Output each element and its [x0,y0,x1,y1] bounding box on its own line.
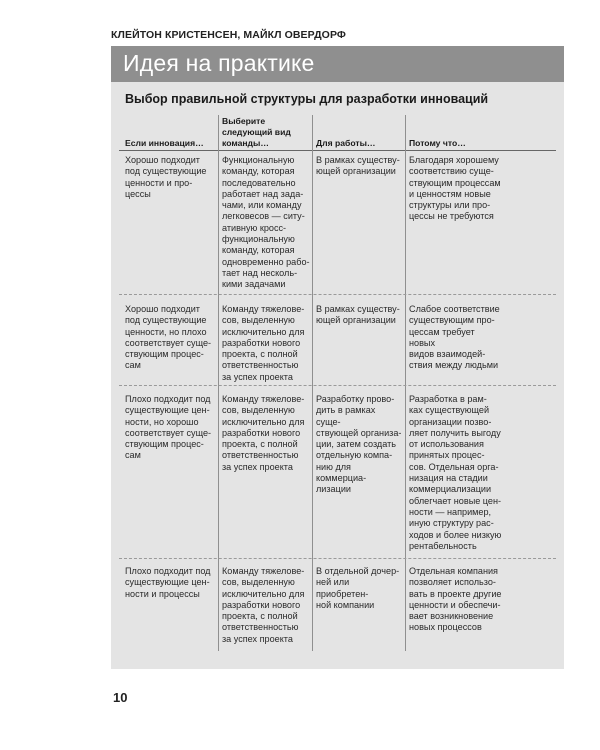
table-cell-because: Отдельная компания позволяет использо- вать в проекте другие ценности и обеспечи- вает возникновение новых процессов [409,566,502,633]
row-divider [119,385,556,386]
header-rule [119,150,556,151]
table-cell-innovation: Плохо подходит под существующие цен- ности, но хорошо соответствует суще- ствующим процес- сам [125,394,212,461]
practice-panel [111,82,564,669]
banner-title: Идея на практике [123,50,315,76]
table-cell-because: Благодаря хорошему соответствию суще- ствующим процессам и ценностям новые структуры или про- цессы не требуются [409,155,501,222]
table-cell-team: Команду тяжелове- сов, выделенную исключительно для разработки нового проекта, с полной ответственностью за успех проекта [222,566,305,644]
table-cell-because: Слабое соответствие существующим про- цессам требует новых видов взаимодей- ствия между людьми [409,304,500,371]
table-cell-team: Команду тяжелове- сов, выделенную исключительно для разработки нового проекта, с полной ответственностью за успех проекта [222,304,305,382]
column-header-innovation: Если инновация… [125,138,204,148]
column-header-because: Потому что… [409,138,466,148]
table-cell-innovation: Плохо подходит под существующие цен- ности и процессы [125,566,211,599]
table-title: Выбор правильной структуры для разработки инноваций [125,92,489,106]
table-cell-work: В отдельной дочер- ней или приобретен- ной компании [316,566,400,610]
table-cell-innovation: Хорошо подходит под существующие ценности, но плохо соответствует суще- ствующим процес- сам [125,304,212,371]
table-cell-work: В рамках существу- ющей организации [316,304,400,326]
table-cell-innovation: Хорошо подходит под существующие ценности и про- цессы [125,155,207,199]
running-head: КЛЕЙТОН КРИСТЕНСЕН, МАЙКЛ ОВЕРДОРФ [111,29,346,41]
section-banner [111,46,564,82]
page-number: 10 [113,690,128,705]
column-divider [405,115,406,651]
column-divider [218,115,219,651]
table-cell-team: Команду тяжелове- сов, выделенную исключительно для разработки нового проекта, с полной ответственностью за успех проекта [222,394,305,472]
row-divider [119,558,556,559]
table-cell-work: В рамках существу- ющей организации [316,155,400,177]
row-divider [119,294,556,295]
table-cell-because: Разработка в рам- ках существующей организации позво- ляет получить выгоду от использования принятых процес- сов. Отдельная орга- низация на стадии коммерциализации облегчает новые цен- ности — например, иную структуру рас- ходов и более низкую рентабельность [409,394,502,551]
column-header-team: Выберите следующий вид команды… [222,116,291,149]
table-cell-team: Функциональную команду, которая последовательно работает над зада- чами, или команду легковесов — ситу- ативную кросс- функциональную команду, которая одновременно рабо- тает над несколь- кими задачами [222,155,310,290]
column-header-work: Для работы… [316,138,376,148]
table-cell-work: Разработку прово- дить в рамках суще- ствующей организа- ции, затем создать отдельную компа- нию для коммерциа- лизации [316,394,402,495]
